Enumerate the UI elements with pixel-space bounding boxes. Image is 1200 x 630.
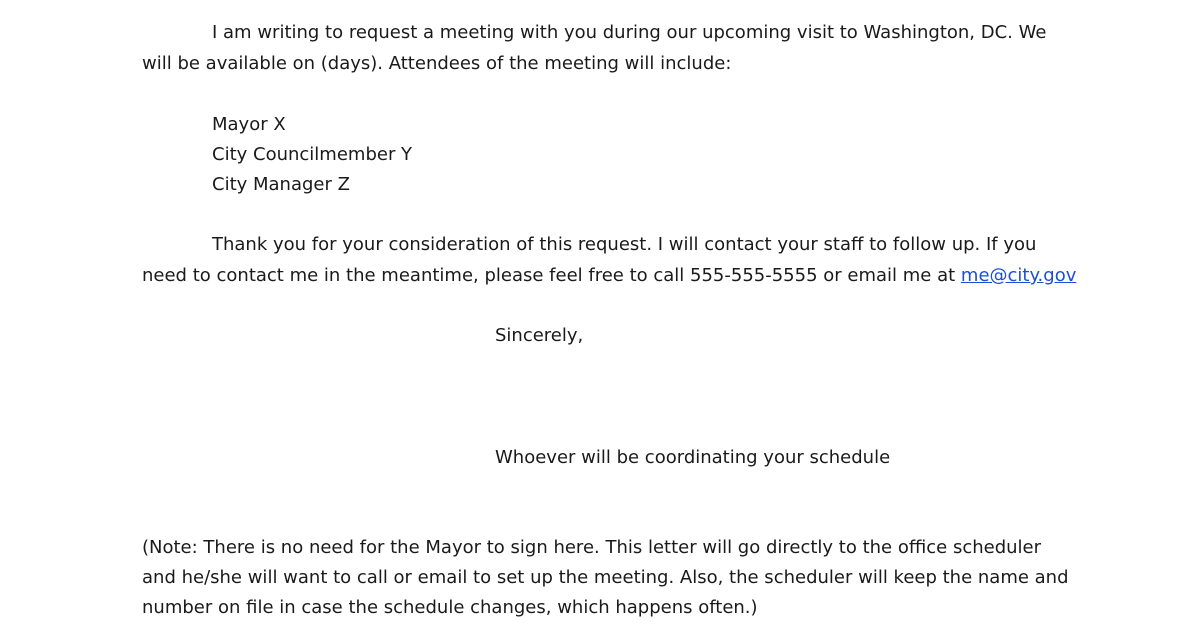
paragraph2-line1: Thank you for your consideration of this request. I will contact your staff to follow up. If you: [212, 234, 1037, 255]
note-line1: (Note: There is no need for the Mayor to sign here. This letter will go directly to the office scheduler: [142, 537, 1042, 558]
paragraph1-line1: I am writing to request a meeting with you during our upcoming visit to Washington, DC. We: [212, 22, 1047, 43]
closing: Sincerely,: [495, 325, 584, 346]
attendee-item: Mayor X: [212, 114, 286, 135]
paragraph1-line2: will be available on (days). Attendees of the meeting will include:: [142, 53, 732, 74]
paragraph2-line2-text: need to contact me in the meantime, please feel free to call 555-555-5555 or email me at: [142, 265, 961, 286]
email-link[interactable]: me@city.gov: [960, 265, 1077, 286]
attendee-item: City Councilmember Y: [212, 144, 413, 165]
signer-name: Whoever will be coordinating your schedule: [495, 447, 891, 468]
note-line2: and he/she will want to call or email to set up the meeting. Also, the scheduler will keep the name and: [142, 567, 1069, 588]
note-line3: number on file in case the schedule changes, which happens often.): [142, 597, 758, 618]
paragraph2-line2: [142, 261, 1076, 291]
attendee-item: City Manager Z: [212, 174, 350, 195]
